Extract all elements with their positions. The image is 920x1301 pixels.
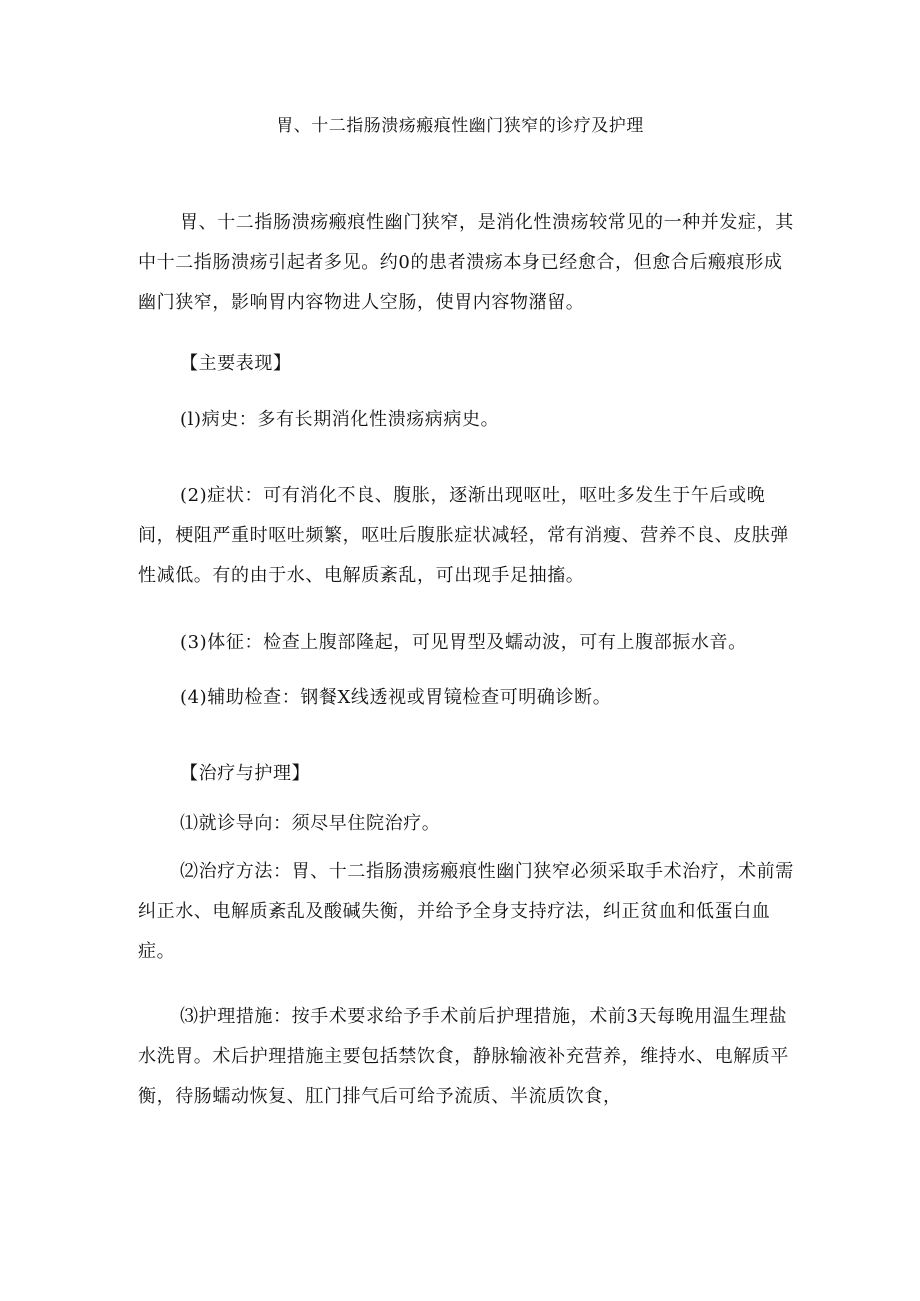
intro-paragraph: 胃、十二指肠溃疡瘢痕性幽门狭窄，是消化性溃疡较常见的一种并发症，其中十二指肠溃疡引起者多见。约0的患者溃疡本身已经愈合，但愈合后瘢痕形成幽门狭窄，影响胃内容物进人空肠，使胃内容物潴留。 [138, 212, 794, 313]
section-heading-main-manifestations: 【主要表现】 [180, 353, 292, 374]
history-item: (l)病史：多有长期消化性溃疡病病史。 [180, 409, 500, 430]
symptoms-item: (2)症状：可有消化不良、腹胀，逐渐出现呕吐，呕吐多发生于午后或晚间，梗阻严重时呕吐频繁，呕吐后腹胀症状减轻，常有消瘦、营养不良、皮肤弹性减低。有的由于水、电解质紊乱，可出现手足抽搐。 [138, 485, 789, 586]
nursing-measures-item: ⑶护理措施：按手术要求给予手术前后护理措施，术前3天每晚用温生理盐水洗胃。术后护理措施主要包括禁饮食，静脉输液补充营养，维持水、电解质平衡，待肠蠕动恢复、肛门排气后可给予流质、半流质饮食， [138, 1006, 789, 1107]
guidance-item: ⑴就诊导向：须尽早住院治疗。 [180, 813, 441, 834]
document-title: 胃、十二指肠溃疡瘢痕性幽门狭窄的诊疗及护理 [276, 116, 644, 136]
treatment-method-item: ⑵治疗方法：胃、十二指肠溃疡瘢痕性幽门狭窄必须采取手术治疗，术前需纠正水、电解质紊乱及酸碱失衡，并给予全身支持疗法，纠正贫血和低蛋白血症。 [138, 861, 794, 962]
section-heading-treatment-nursing: 【治疗与护理】 [180, 763, 311, 784]
auxiliary-exam-item: (4)辅助检查：钢餐X线透视或胃镜检查可明确诊断。 [180, 687, 612, 708]
signs-item: (3)体征：检查上腹部隆起，可见胃型及蠕动波，可有上腹部振水音。 [180, 632, 747, 653]
